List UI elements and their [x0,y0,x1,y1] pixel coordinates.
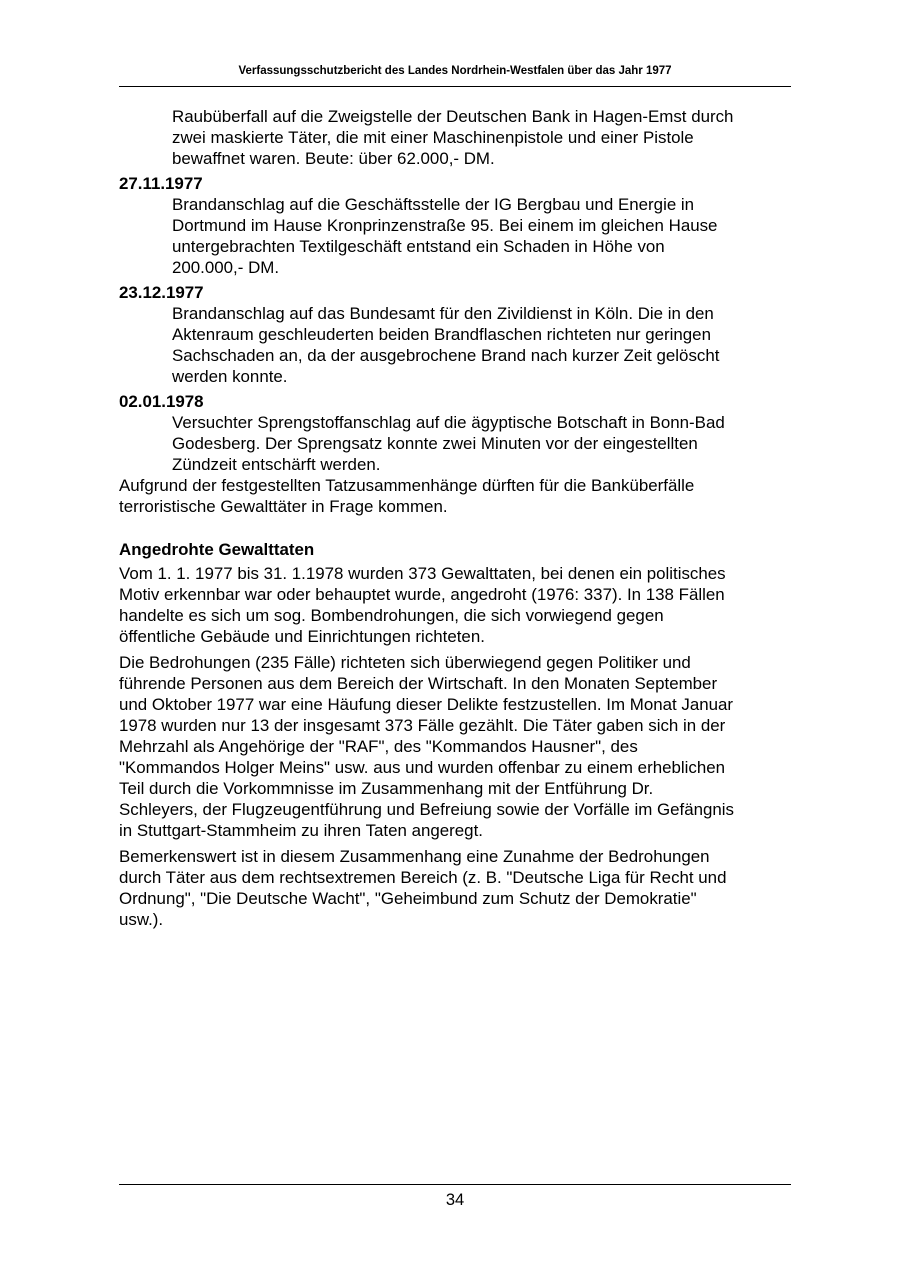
running-header-title: Verfassungsschutzbericht des Landes Nordrhein-Westfalen über das Jahr 1977 [238,65,672,77]
section-paragraph: Vom 1. 1. 1977 bis 31. 1.1978 wurden 373 Gewalttaten, bei denen ein politisches Motiv erkennbar war oder behauptet wurde, angedroht (1976: 337). In 138 Fällen handelte es sich um sog. Bombendrohungen, die sich vorwiegend gegen öffentliche Gebäude und Einrichtungen richteten. [119,564,726,646]
page-number: 34 [445,1191,465,1209]
document-body [119,106,799,930]
conclusion-paragraph: Aufgrund der festgestellten Tatzusammenhänge dürften für die Banküberfälle terroristische Gewalttäter in Frage kommen. [119,476,695,516]
incident-entry [119,282,799,387]
section-paragraph: Die Bedrohungen (235 Fälle) richteten sich überwiegend gegen Politiker und führende Personen aus dem Bereich der Wirtschaft. In den Monaten September und Oktober 1977 war eine Häufung dieser Delikte festzustellen. Im Monat Januar 1978 wurden nur 13 der insgesamt 373 Fälle gezählt. Die Täter gaben sich in der Mehrzahl als Angehörige der "RAF", des "Kommandos Hausner", des "Kommandos Holger Meins" usw. aus und wurden offenbar zu einem erheblichen Teil durch die Vorkommnisse im Zusammenhang mit der Entführung Dr. Schleyers, der Flugzeugentführung und Befreiung sowie der Vorfälle im Gefängnis in Stuttgart-Stammheim zu ihren Taten angeregt. [119,653,734,840]
incident-entry [119,106,799,169]
incident-description: Brandanschlag auf das Bundesamt für den Zivildienst in Köln. Die in den Aktenraum geschleuderten beiden Brandflaschen richteten nur geringen Sachschaden an, da der ausgebrochene Brand nach kurzer Zeit gelöscht werden konnte. [172,304,720,386]
incident-description: Raubüberfall auf die Zweigstelle der Deutschen Bank in Hagen-Emst durch zwei maskierte Täter, die mit einer Maschinenpistole und einer Pistole bewaffnet waren. Beute: über 62.000,- DM. [172,107,734,168]
incident-description: Versuchter Sprengstoffanschlag auf die ägyptische Botschaft in Bonn-Bad Godesberg. Der Sprengsatz konnte zwei Minuten vor der eingestellten Zündzeit entschärft werden. [172,413,725,474]
footer-divider [119,1184,791,1185]
incident-date: 27.11.1977 [119,174,203,193]
section-paragraph: Bemerkenswert ist in diesem Zusammenhang eine Zunahme der Bedrohungen durch Täter aus dem rechtsextremen Bereich (z. B. "Deutsche Liga für Recht und Ordnung", "Die Deutsche Wacht", "Geheimbund zum Schutz der Demokratie" usw.). [119,847,727,929]
section-heading: Angedrohte Gewalttaten [119,540,315,559]
incident-date: 02.01.1978 [119,392,204,411]
incident-entry [119,173,799,278]
header-divider [119,86,791,87]
incident-description: Brandanschlag auf die Geschäftsstelle der IG Bergbau und Energie in Dortmund im Hause Kronprinzenstraße 95. Bei einem im gleichen Hause untergebrachten Textilgeschäft entstand ein Schaden in Höhe von 200.000,- DM. [172,195,718,277]
incident-date: 23.12.1977 [119,283,204,302]
incident-entry [119,391,799,475]
